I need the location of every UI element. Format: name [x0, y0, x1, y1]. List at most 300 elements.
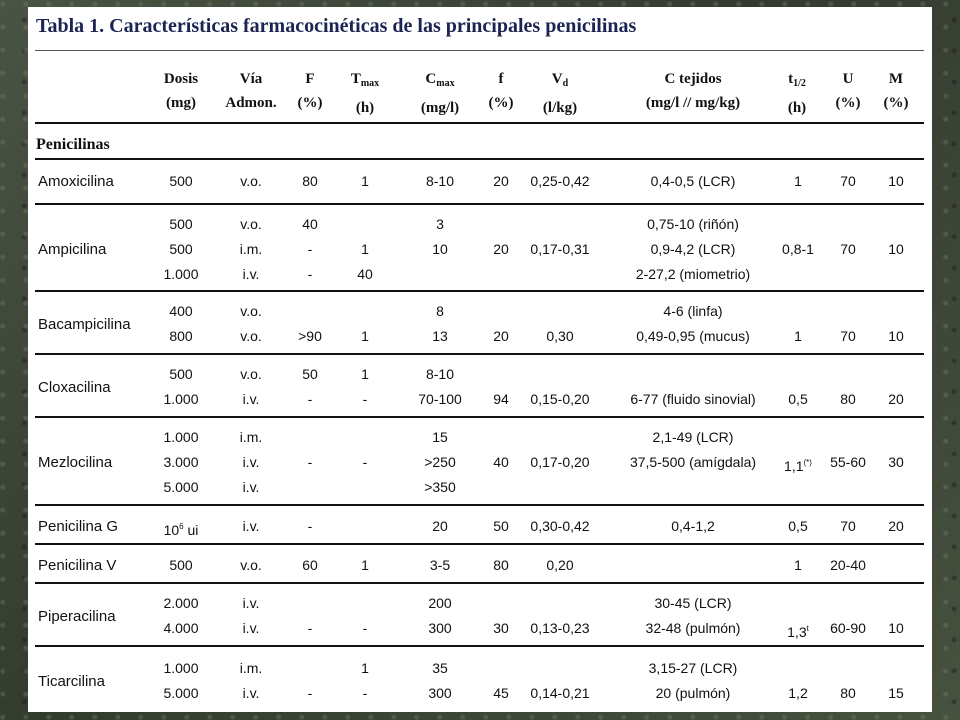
- cell-tmax-value: 1: [361, 173, 369, 189]
- cell-tmax-value: 1: [361, 660, 369, 676]
- header-f-small: f (%): [488, 71, 514, 111]
- cell-cmax: [400, 475, 480, 500]
- header-t-half: $t_{1/2}$ (h): [787, 71, 807, 116]
- cell-cmax: [400, 169, 480, 194]
- cell-cmax-value: 200: [428, 595, 452, 611]
- cell-f-value: -: [307, 391, 313, 407]
- cell-vd-value: 0,13-0,23: [530, 620, 590, 636]
- cell-via: [214, 553, 288, 578]
- section-label: Penicilinas: [36, 136, 110, 153]
- cell-dosis-value: 1.000: [163, 660, 199, 676]
- cell-cmax: [400, 514, 480, 539]
- cell-tmax: [340, 387, 390, 412]
- cell-u-value: 60-90: [830, 620, 866, 636]
- cell-m: [876, 387, 916, 412]
- cell-cmax: [400, 553, 480, 578]
- cell-cmax-value: 8: [436, 303, 444, 319]
- cell-via-value: i.v.: [242, 518, 260, 534]
- cell-th-value: 1: [794, 328, 802, 344]
- cell-via-value: i.v.: [242, 595, 260, 611]
- cell-dosis-value: 800: [169, 328, 193, 344]
- cell-dosis: [146, 681, 216, 706]
- cell-f-value: >90: [298, 328, 322, 344]
- cell-dosis-value: 500: [169, 241, 193, 257]
- cell-th: [778, 450, 818, 479]
- cell-u: [828, 616, 868, 641]
- cell-ct-value: 0,4-0,5 (LCR): [650, 173, 736, 189]
- header-via: Vía Admon.: [225, 71, 277, 111]
- cell-ct-value: 20 (pulmón): [655, 685, 731, 701]
- cell-via: [214, 387, 288, 412]
- cell-cmax-value: 10: [432, 241, 448, 257]
- cell-f-value: -: [307, 454, 313, 470]
- cell-dosis-value: 500: [169, 216, 193, 232]
- cell-f-value: -: [307, 518, 313, 534]
- header-tmax: $T_{max}$ (h): [350, 71, 380, 116]
- cell-m-value: 10: [888, 328, 904, 344]
- cell-u-value: 80: [840, 685, 856, 701]
- dose-exponent: 6: [179, 522, 184, 531]
- cell-f: [290, 387, 330, 412]
- cell-via: [214, 362, 288, 387]
- drug-name: Ticarcilina: [38, 673, 105, 690]
- cell-dosis: [146, 656, 216, 681]
- cell-fp: [481, 450, 521, 475]
- cell-ct-value: 0,75-10 (riñón): [647, 216, 739, 232]
- cell-m-value: 20: [888, 518, 904, 534]
- row-divider: [35, 203, 924, 205]
- cell-m: [876, 169, 916, 194]
- cell-via-value: v.o.: [240, 366, 262, 382]
- cell-u: [828, 324, 868, 349]
- cell-via: [214, 591, 288, 616]
- cell-via: [214, 616, 288, 641]
- cell-m: [876, 514, 916, 539]
- cell-m-value: 10: [888, 620, 904, 636]
- cell-m-value: 30: [888, 454, 904, 470]
- cell-via: [214, 237, 288, 262]
- cell-tmax: [340, 616, 390, 641]
- cell-m: [876, 681, 916, 706]
- cell-ct: [608, 656, 778, 681]
- cell-cmax-value: 8-10: [425, 173, 455, 189]
- cell-u-value: 70: [840, 173, 856, 189]
- cell-ct: [608, 681, 778, 706]
- cell-ct-value: 3,15-27 (LCR): [648, 660, 738, 676]
- cell-vd-value: 0,30: [546, 328, 574, 344]
- header-dosis: Dosis (mg): [163, 71, 199, 111]
- cell-fp-value: 80: [493, 557, 509, 573]
- cell-vd: [522, 681, 598, 706]
- cell-ct: [608, 262, 778, 287]
- cell-ct: [608, 514, 778, 539]
- cell-dosis-value: 500: [169, 557, 193, 573]
- cell-th: [778, 681, 818, 706]
- cell-cmax-value: 35: [432, 660, 448, 676]
- cell-th: [778, 237, 818, 262]
- cell-ct: [608, 591, 778, 616]
- cell-m-value: 10: [888, 241, 904, 257]
- cell-cmax: [400, 299, 480, 324]
- cell-f: [290, 514, 330, 539]
- cell-f-value: 60: [302, 557, 318, 573]
- cell-vd-value: 0,30-0,42: [530, 518, 590, 534]
- cell-dosis: [146, 212, 216, 237]
- cell-cmax: [400, 387, 480, 412]
- drug-name: Mezlocilina: [38, 454, 113, 471]
- cell-tmax-value: 1: [361, 241, 369, 257]
- cell-via-value: i.v.: [242, 454, 260, 470]
- cell-tmax-value: 1: [361, 328, 369, 344]
- cell-th-value: 0,8-1: [782, 241, 814, 257]
- cell-tmax: [340, 169, 390, 194]
- cell-vd: [522, 616, 598, 641]
- cell-tmax: [340, 553, 390, 578]
- cell-vd-value: 0,14-0,21: [530, 685, 590, 701]
- cell-ct: [608, 616, 778, 641]
- cell-dosis: [146, 237, 216, 262]
- title-divider: [35, 50, 924, 51]
- row-divider: [35, 290, 924, 292]
- cell-dosis-value: 500: [169, 173, 193, 189]
- cell-f: [290, 262, 330, 287]
- cell-fp-value: 20: [493, 241, 509, 257]
- header-u: U (%): [835, 71, 861, 111]
- cell-ct-value: 30-45 (LCR): [654, 595, 732, 611]
- cell-m: [876, 324, 916, 349]
- cell-th: [778, 616, 818, 645]
- cell-dosis: [146, 324, 216, 349]
- half-life-note: t: [806, 624, 809, 633]
- cell-cmax-value: 3: [436, 216, 444, 232]
- cell-fp: [481, 553, 521, 578]
- cell-dosis: [146, 616, 216, 641]
- cell-via-value: i.v.: [242, 391, 260, 407]
- drug-name: Piperacilina: [38, 608, 116, 625]
- cell-m-value: 20: [888, 391, 904, 407]
- cell-vd: [522, 553, 598, 578]
- cell-dosis: [146, 425, 216, 450]
- cell-ct-value: 2,1-49 (LCR): [652, 429, 734, 445]
- cell-via-value: v.o.: [240, 173, 262, 189]
- cell-u-value: 20-40: [830, 557, 866, 573]
- cell-via-value: v.o.: [240, 557, 262, 573]
- cell-cmax-value: 3-5: [429, 557, 451, 573]
- cell-fp-value: 45: [493, 685, 509, 701]
- cell-fp: [481, 514, 521, 539]
- cell-ct-value: 6-77 (fluido sinovial): [630, 391, 756, 407]
- cell-via-value: i.v.: [242, 266, 260, 282]
- cell-f-value: 80: [302, 173, 318, 189]
- cell-cmax-value: 8-10: [425, 366, 455, 382]
- cell-cmax: [400, 616, 480, 641]
- cell-tmax-value: 1: [361, 557, 369, 573]
- cell-vd-value: 0,17-0,20: [530, 454, 590, 470]
- cell-th: [778, 387, 818, 412]
- cell-vd-value: 0,17-0,31: [530, 241, 590, 257]
- cell-fp-value: 20: [493, 173, 509, 189]
- cell-f-value: -: [307, 241, 313, 257]
- cell-via: [214, 656, 288, 681]
- cell-th: [778, 324, 818, 349]
- cell-u-value: 70: [840, 241, 856, 257]
- cell-via: [214, 324, 288, 349]
- cell-f-value: -: [307, 620, 313, 636]
- cell-cmax-value: >350: [424, 479, 456, 495]
- cell-f: [290, 212, 330, 237]
- cell-via-value: v.o.: [240, 328, 262, 344]
- cell-u: [828, 237, 868, 262]
- cell-th: [778, 514, 818, 539]
- cell-via-value: i.v.: [242, 620, 260, 636]
- cell-dosis: [146, 450, 216, 475]
- cell-tmax-value: -: [362, 391, 368, 407]
- cell-vd: [522, 169, 598, 194]
- cell-m: [876, 450, 916, 475]
- header-f: F (%): [297, 71, 323, 111]
- cell-ct: [608, 299, 778, 324]
- cell-cmax: [400, 425, 480, 450]
- cell-cmax-value: >250: [424, 454, 456, 470]
- cell-cmax: [400, 681, 480, 706]
- cell-via: [214, 425, 288, 450]
- cell-via-value: i.v.: [242, 479, 260, 495]
- cell-th-value: 1: [794, 173, 802, 189]
- cell-f: [290, 324, 330, 349]
- dose-unit: ui: [183, 522, 199, 538]
- cell-cmax-value: 300: [428, 685, 452, 701]
- cell-th: [778, 553, 818, 578]
- drug-name: Cloxacilina: [38, 379, 111, 396]
- cell-fp: [481, 324, 521, 349]
- cell-tmax-value: -: [362, 620, 368, 636]
- header-m: M (%): [883, 71, 909, 111]
- cell-ct: [608, 450, 778, 475]
- cell-dosis-value: 1.000: [163, 266, 199, 282]
- cell-fp-value: 20: [493, 328, 509, 344]
- cell-ct: [608, 237, 778, 262]
- cell-via-value: i.v.: [242, 685, 260, 701]
- drug-name: Bacampicilina: [38, 316, 131, 333]
- cell-cmax: [400, 591, 480, 616]
- drug-name: Amoxicilina: [38, 173, 114, 190]
- cell-u: [828, 169, 868, 194]
- cell-via-value: i.m.: [239, 241, 263, 257]
- cell-u-value: 55-60: [830, 454, 866, 470]
- half-life-note: (*): [803, 458, 812, 467]
- cell-m-value: 15: [888, 685, 904, 701]
- cell-f-value: -: [307, 266, 313, 282]
- cell-dosis: [146, 591, 216, 616]
- cell-th-value: 1,2: [788, 685, 808, 701]
- cell-f-value: 40: [302, 216, 318, 232]
- cell-tmax-value: -: [362, 454, 368, 470]
- cell-via-value: v.o.: [240, 303, 262, 319]
- cell-th-value: 1,3: [787, 624, 807, 640]
- cell-f: [290, 616, 330, 641]
- cell-ct-value: 32-48 (pulmón): [645, 620, 741, 636]
- cell-u-value: 70: [840, 518, 856, 534]
- cell-dosis-value: 1.000: [163, 429, 199, 445]
- cell-tmax: [340, 362, 390, 387]
- cell-tmax: [340, 656, 390, 681]
- cell-dosis-value: 5.000: [163, 479, 199, 495]
- cell-tmax: [340, 324, 390, 349]
- cell-dosis-value: 10: [163, 522, 180, 538]
- cell-via: [214, 169, 288, 194]
- cell-ct: [608, 324, 778, 349]
- cell-vd: [522, 450, 598, 475]
- cell-fp-value: 94: [493, 391, 509, 407]
- cell-f-value: -: [307, 685, 313, 701]
- cell-f: [290, 450, 330, 475]
- cell-via: [214, 212, 288, 237]
- cell-cmax: [400, 450, 480, 475]
- cell-u: [828, 553, 868, 578]
- cell-u-value: 70: [840, 328, 856, 344]
- cell-via-value: i.m.: [239, 429, 263, 445]
- cell-cmax-value: 300: [428, 620, 452, 636]
- cell-f: [290, 237, 330, 262]
- cell-cmax: [400, 212, 480, 237]
- cell-dosis-value: 5.000: [163, 685, 199, 701]
- cell-vd: [522, 387, 598, 412]
- cell-via-value: v.o.: [240, 216, 262, 232]
- cell-dosis: [146, 387, 216, 412]
- cell-th-value: 1,1: [784, 458, 804, 474]
- cell-ct-value: 2-27,2 (miometrio): [635, 266, 751, 282]
- cell-vd: [522, 324, 598, 349]
- cell-ct-value: 0,49-0,95 (mucus): [636, 328, 750, 344]
- cell-vd-value: 0,25-0,42: [530, 173, 590, 189]
- cell-vd-value: 0,15-0,20: [530, 391, 590, 407]
- cell-via: [214, 514, 288, 539]
- cell-f-value: 50: [302, 366, 318, 382]
- cell-tmax: [340, 237, 390, 262]
- cell-dosis: [146, 299, 216, 324]
- cell-th: [778, 169, 818, 194]
- cell-cmax: [400, 362, 480, 387]
- slide: [28, 7, 932, 712]
- cell-cmax-value: 13: [432, 328, 448, 344]
- row-divider: [35, 582, 924, 584]
- cell-ct: [608, 212, 778, 237]
- row-divider: [35, 543, 924, 545]
- drug-name: Penicilina G: [38, 518, 119, 535]
- cell-dosis: [146, 262, 216, 287]
- cell-th-value: 0,5: [788, 391, 808, 407]
- cell-u: [828, 387, 868, 412]
- cell-vd: [522, 514, 598, 539]
- cell-dosis-value: 500: [169, 366, 193, 382]
- cell-cmax: [400, 237, 480, 262]
- drug-name: Ampicilina: [38, 241, 107, 258]
- cell-fp: [481, 387, 521, 412]
- header-vd: $V_d$ (l/kg): [542, 71, 578, 116]
- cell-ct-value: 0,4-1,2: [671, 518, 715, 534]
- table-title: Tabla 1. Características farmacocinéticas de las principales penicilinas: [36, 15, 637, 37]
- section-divider: [35, 158, 924, 160]
- row-divider: [35, 645, 924, 647]
- cell-f: [290, 553, 330, 578]
- cell-cmax-value: 15: [432, 429, 448, 445]
- cell-f: [290, 169, 330, 194]
- cell-fp-value: 50: [493, 518, 509, 534]
- cell-u-value: 80: [840, 391, 856, 407]
- cell-fp: [481, 237, 521, 262]
- cell-ct: [608, 387, 778, 412]
- cell-vd: [522, 237, 598, 262]
- cell-th-value: 1: [794, 557, 802, 573]
- cell-dosis-value: 400: [169, 303, 193, 319]
- cell-dosis: [146, 553, 216, 578]
- cell-tmax-value: 1: [361, 366, 369, 382]
- cell-dosis: [146, 475, 216, 500]
- cell-u: [828, 450, 868, 475]
- cell-via: [214, 262, 288, 287]
- cell-via: [214, 475, 288, 500]
- cell-m: [876, 237, 916, 262]
- cell-tmax: [340, 262, 390, 287]
- cell-m: [876, 616, 916, 641]
- cell-fp-value: 30: [493, 620, 509, 636]
- cell-via: [214, 450, 288, 475]
- row-divider: [35, 416, 924, 418]
- cell-dosis-value: 1.000: [163, 391, 199, 407]
- cell-fp: [481, 169, 521, 194]
- cell-cmax: [400, 656, 480, 681]
- cell-ct-value: 0,9-4,2 (LCR): [650, 241, 736, 257]
- cell-dosis: [146, 362, 216, 387]
- cell-fp: [481, 616, 521, 641]
- header-cmax: $C_{max}$ (mg/l): [420, 71, 460, 116]
- cell-via-value: i.m.: [239, 660, 263, 676]
- cell-fp: [481, 681, 521, 706]
- cell-tmax: [340, 681, 390, 706]
- cell-cmax-value: 20: [432, 518, 448, 534]
- cell-tmax-value: -: [362, 685, 368, 701]
- cell-u: [828, 514, 868, 539]
- cell-via: [214, 681, 288, 706]
- header-divider: [35, 122, 924, 124]
- cell-fp-value: 40: [493, 454, 509, 470]
- header-c-tejidos: C tejidos (mg/l // mg/kg): [645, 71, 741, 111]
- cell-tmax: [340, 450, 390, 475]
- cell-tmax-value: 40: [357, 266, 373, 282]
- cell-ct-value: 4-6 (linfa): [663, 303, 723, 319]
- drug-name: Penicilina V: [38, 557, 117, 574]
- cell-vd-value: 0,20: [546, 557, 574, 573]
- cell-dosis-value: 4.000: [163, 620, 199, 636]
- cell-ct: [608, 425, 778, 450]
- cell-via: [214, 299, 288, 324]
- row-divider: [35, 353, 924, 355]
- cell-dosis-value: 3.000: [163, 454, 199, 470]
- cell-ct-value: 37,5-500 (amígdala): [629, 454, 757, 470]
- cell-f: [290, 681, 330, 706]
- cell-dosis: [146, 514, 216, 543]
- cell-cmax-value: 70-100: [418, 391, 462, 407]
- cell-ct: [608, 169, 778, 194]
- cell-dosis: [146, 169, 216, 194]
- cell-th-value: 0,5: [788, 518, 808, 534]
- cell-m-value: 10: [888, 173, 904, 189]
- row-divider: [35, 504, 924, 506]
- cell-dosis-value: 2.000: [163, 595, 199, 611]
- cell-cmax: [400, 324, 480, 349]
- cell-u: [828, 681, 868, 706]
- cell-f: [290, 362, 330, 387]
